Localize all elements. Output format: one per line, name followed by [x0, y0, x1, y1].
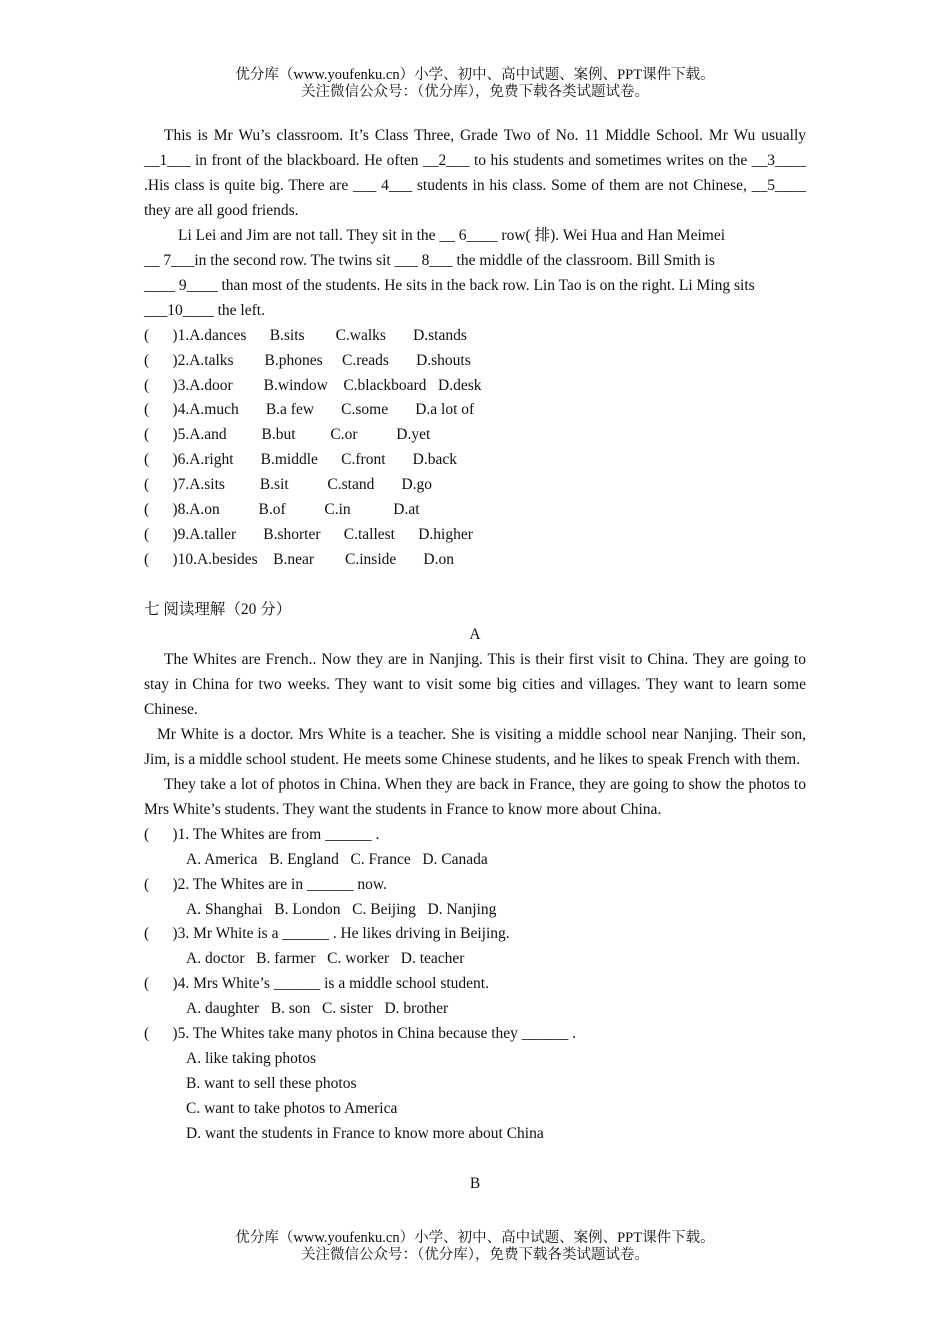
page-footer [0, 1230, 950, 1264]
reading-question [144, 972, 806, 1022]
question-options: A. America B. England C. France D. Canada [186, 850, 488, 868]
footer-line-2: 关注微信公众号：（优分库），免费下载各类试题试卷。 [301, 1247, 649, 1263]
question-options: A. doctor B. farmer C. worker D. teacher [186, 950, 465, 968]
header-line-2: 关注微信公众号：（优分库），免费下载各类试题试卷。 [301, 84, 649, 100]
page-content [144, 124, 806, 1197]
passage-b-label: B [469, 1175, 481, 1192]
cloze-question: ( )5.A.and B.but C.or D.yet [144, 426, 431, 444]
spacer [144, 1147, 806, 1172]
question-stem: ( )5. The Whites take many photos in China because they ______ . [144, 1025, 577, 1043]
spacer [144, 573, 806, 598]
cloze-question: ( )6.A.right B.middle C.front D.back [144, 451, 457, 469]
cloze-question: ( )2.A.talks B.phones C.reads D.shouts [144, 351, 471, 369]
cloze-question: ( )8.A.on B.of C.in D.at [144, 501, 420, 519]
reading-question [144, 922, 806, 972]
cloze-question: ( )3.A.door B.window C.blackboard D.desk [144, 376, 482, 394]
cloze-para2-line: ____ 9____ than most of the students. He sits in the back row. Lin Tao is on the right. Li Ming sits [144, 276, 755, 294]
question-stem: ( )2. The Whites are in ______ now. [144, 875, 387, 893]
question-option: B. want to sell these photos [186, 1075, 357, 1093]
cloze-para2-line: __ 7___in the second row. The twins sit ___ 8___ the middle of the classroom. Bill Smith is [144, 251, 715, 269]
question-options: A. Shanghai B. London C. Beijing D. Nanjing [186, 900, 497, 918]
section-title: 七 阅读理解（20 分） [144, 601, 292, 619]
footer-line-1: 优分库（www.youfenku.cn）小学、初中、高中试题、案例、PPT课件下载。 [235, 1230, 715, 1246]
question-stem: ( )4. Mrs White’s ______ is a middle school student. [144, 975, 489, 993]
cloze-question: ( )1.A.dances B.sits C.walks D.stands [144, 326, 467, 344]
page-header [0, 67, 950, 101]
cloze-question: ( )9.A.taller B.shorter C.tallest D.higher [144, 526, 473, 544]
reading-question [144, 823, 806, 873]
passage-a-paragraph: The Whites are French.. Now they are in Nanjing. This is their first visit to China. They are going to stay in China for two weeks. They want to visit some big cities and villages. They want to learn some Chinese. [144, 651, 806, 718]
question-stem: ( )3. Mr White is a ______ . He likes driving in Beijing. [144, 925, 510, 943]
question-option: A. like taking photos [186, 1050, 317, 1068]
cloze-question: ( )10.A.besides B.near C.inside D.on [144, 551, 454, 569]
reading-question [144, 873, 806, 923]
passage-a-paragraph: They take a lot of photos in China. When they are back in France, they are going to show the photos to Mrs White’s students. They want the students in France to know more about China. [144, 775, 806, 818]
question-options: A. daughter B. son C. sister D. brother [186, 1000, 449, 1018]
cloze-para2-line: ___10____ the left. [144, 301, 265, 319]
passage-a-paragraph: Mr White is a doctor. Mrs White is a teacher. She is visiting a middle school near Nanjing. Their son, Jim, is a middle school student. He meets some Chinese students, and he likes to speak French with them. [144, 725, 806, 768]
passage-a-label: A [469, 626, 481, 644]
header-line-1: 优分库（www.youfenku.cn）小学、初中、高中试题、案例、PPT课件下载。 [235, 67, 715, 83]
reading-question [144, 1022, 806, 1147]
question-stem: ( )1. The Whites are from ______ . [144, 825, 380, 843]
cloze-para2-line: Li Lei and Jim are not tall. They sit in the __ 6____ row( 排). Wei Hua and Han Meimei [178, 226, 726, 244]
cloze-question: ( )4.A.much B.a few C.some D.a lot of [144, 401, 475, 419]
question-option: D. want the students in France to know more about China [186, 1125, 544, 1143]
question-option: C. want to take photos to America [186, 1100, 398, 1118]
cloze-paragraph-2 [144, 224, 806, 324]
cloze-paragraph-1: This is Mr Wu’s classroom. It’s Class Three, Grade Two of No. 11 Middle School. Mr Wu usually __1___ in front of the blackboard. He often __2___ to his students and sometimes writes on the __3____ .His class is quite big. There are ___ 4___ students in his class. Some of them are not Chinese, __5____ they are all good friends. [144, 127, 806, 219]
cloze-question: ( )7.A.sits B.sit C.stand D.go [144, 476, 433, 494]
cloze-question-list [144, 324, 806, 574]
